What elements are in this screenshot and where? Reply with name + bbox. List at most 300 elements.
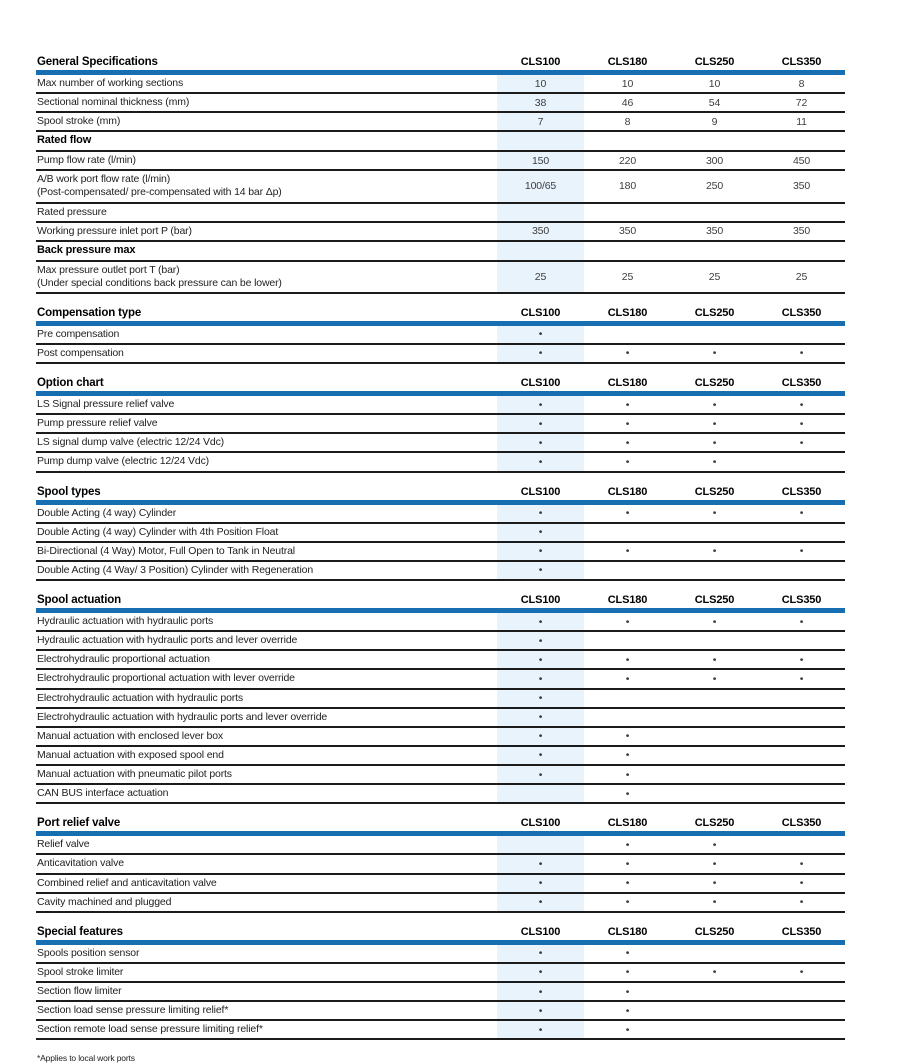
bullet-cell: •	[497, 963, 584, 982]
row-label: Post compensation	[37, 346, 124, 359]
row-label: Double Acting (4 way) Cylinder	[37, 506, 177, 519]
row-label-cell	[36, 834, 497, 855]
bullet-cell: •	[758, 854, 845, 873]
value-cell	[758, 834, 845, 855]
bullet-cell: •	[584, 765, 671, 784]
column-header-cls180: CLS180	[584, 486, 671, 503]
value-cell	[671, 765, 758, 784]
table-row	[36, 611, 845, 632]
bullet-cell: •	[497, 542, 584, 561]
row-label-cell	[36, 542, 497, 561]
column-header-cls100: CLS100	[497, 926, 584, 943]
value-cell: 9	[671, 112, 758, 131]
bullet-cell: •	[497, 433, 584, 452]
table-row	[36, 631, 845, 650]
row-label-cell	[36, 942, 497, 963]
row-label-cell	[36, 261, 497, 293]
row-label-cell	[36, 523, 497, 542]
row-label-cell	[36, 874, 497, 893]
row-label-cell	[36, 112, 497, 131]
header-row	[36, 486, 845, 503]
bullet-cell: •	[671, 344, 758, 363]
spec-table-compensation-type	[36, 307, 845, 364]
bullet-cell: •	[671, 452, 758, 471]
value-cell	[758, 746, 845, 765]
bullet-cell: •	[497, 708, 584, 727]
bullet-cell: •	[584, 746, 671, 765]
row-label-cell	[36, 502, 497, 523]
row-label: Spool stroke (mm)	[37, 115, 121, 128]
section-body	[36, 942, 845, 1039]
section-title: Option chart	[36, 377, 497, 394]
bullet-cell: •	[497, 727, 584, 746]
value-cell	[671, 561, 758, 580]
value-cell	[758, 561, 845, 580]
table-row	[36, 414, 845, 433]
row-label-cell	[36, 765, 497, 784]
row-label-cell	[36, 669, 497, 688]
bullet-cell: •	[497, 1001, 584, 1020]
bullet-cell: •	[671, 669, 758, 688]
value-cell: 8	[758, 73, 845, 94]
table-row	[36, 689, 845, 708]
table-row	[36, 669, 845, 688]
bullet-cell: •	[497, 746, 584, 765]
bullet-cell: •	[671, 542, 758, 561]
row-label: Spools position sensor	[37, 946, 140, 959]
table-row	[36, 942, 845, 963]
value-cell: 10	[671, 73, 758, 94]
column-header-cls350: CLS350	[758, 594, 845, 611]
row-label-cell	[36, 784, 497, 803]
bullet-cell: •	[584, 669, 671, 688]
value-cell: 72	[758, 93, 845, 112]
row-label-cell	[36, 73, 497, 94]
value-cell	[584, 241, 671, 261]
column-header-cls100: CLS100	[497, 56, 584, 73]
row-label: Electrohydraulic proportional actuation	[37, 653, 210, 666]
table-row	[36, 222, 845, 241]
bullet-cell: •	[497, 502, 584, 523]
bullet-cell: •	[497, 982, 584, 1001]
column-header-cls250: CLS250	[671, 377, 758, 394]
bullet-cell: •	[584, 854, 671, 873]
value-cell: 38	[497, 93, 584, 112]
value-cell	[671, 131, 758, 151]
bullet-cell: •	[671, 854, 758, 873]
table-row	[36, 151, 845, 170]
bullet-cell: •	[758, 611, 845, 632]
row-label: Rated flow	[37, 134, 92, 147]
row-label: LS Signal pressure relief valve	[37, 398, 175, 410]
bullet-cell: •	[671, 963, 758, 982]
bullet-cell: •	[584, 784, 671, 803]
table-row	[36, 542, 845, 561]
row-label-cell	[36, 561, 497, 580]
value-cell	[758, 131, 845, 151]
value-cell: 350	[584, 222, 671, 241]
bullet-cell: •	[497, 874, 584, 893]
footnote: *Applies to local work ports	[37, 1053, 135, 1063]
table-row	[36, 203, 845, 222]
bullet-cell: •	[671, 834, 758, 855]
bullet-cell: •	[497, 854, 584, 873]
value-cell: 10	[584, 73, 671, 94]
column-header-cls180: CLS180	[584, 307, 671, 324]
value-cell	[671, 746, 758, 765]
table-row	[36, 746, 845, 765]
column-header-cls180: CLS180	[584, 56, 671, 73]
table-row	[36, 170, 845, 202]
table-row	[36, 650, 845, 669]
header-row	[36, 594, 845, 611]
row-label: Pump flow rate (l/min)	[37, 154, 136, 167]
row-label-cell	[36, 131, 497, 151]
bullet-cell: •	[758, 433, 845, 452]
value-cell	[497, 203, 584, 222]
bullet-cell: •	[497, 561, 584, 580]
value-cell	[758, 942, 845, 963]
section-header	[36, 817, 845, 834]
row-label: Max number of working sections	[37, 77, 184, 89]
value-cell	[758, 323, 845, 344]
row-label: Manual actuation with pneumatic pilot ports	[37, 768, 232, 780]
bullet-cell: •	[584, 874, 671, 893]
value-cell	[758, 784, 845, 803]
row-label-cell	[36, 394, 497, 415]
value-cell	[497, 784, 584, 803]
table-row	[36, 452, 845, 471]
bullet-cell: •	[584, 963, 671, 982]
table-row	[36, 344, 845, 363]
section-title: Compensation type	[36, 307, 497, 324]
bullet-cell: •	[497, 942, 584, 963]
bullet-cell: •	[497, 323, 584, 344]
spec-table-general-specifications	[36, 56, 845, 294]
column-header-cls250: CLS250	[671, 817, 758, 834]
column-header-cls250: CLS250	[671, 926, 758, 943]
row-label-cell	[36, 854, 497, 873]
table-row	[36, 874, 845, 893]
column-header-cls350: CLS350	[758, 377, 845, 394]
value-cell	[497, 241, 584, 261]
bullet-cell: •	[497, 344, 584, 363]
value-cell: 350	[671, 222, 758, 241]
column-header-cls350: CLS350	[758, 926, 845, 943]
bullet-cell: •	[758, 414, 845, 433]
column-header-cls100: CLS100	[497, 307, 584, 324]
bullet-cell: •	[671, 414, 758, 433]
row-sublabel: (Post-compensated/ pre-compensated with 14 bar Δp)	[37, 186, 282, 199]
value-cell: 300	[671, 151, 758, 170]
table-row	[36, 834, 845, 855]
bullet-cell: •	[584, 414, 671, 433]
row-label: Back pressure max	[37, 243, 136, 256]
header-row	[36, 817, 845, 834]
value-cell	[758, 241, 845, 261]
spec-table-port-relief-valve	[36, 817, 845, 913]
value-cell: 8	[584, 112, 671, 131]
section-body	[36, 834, 845, 912]
column-header-cls250: CLS250	[671, 56, 758, 73]
row-label: Section flow limiter	[37, 985, 122, 997]
row-label-cell	[36, 727, 497, 746]
bullet-cell: •	[584, 344, 671, 363]
column-header-cls350: CLS350	[758, 307, 845, 324]
row-label-cell	[36, 452, 497, 471]
row-label: Section load sense pressure limiting relief*	[37, 1004, 229, 1017]
value-cell: 180	[584, 170, 671, 202]
table-row	[36, 854, 845, 873]
value-cell	[758, 523, 845, 542]
row-label-cell	[36, 151, 497, 170]
header-row	[36, 377, 845, 394]
row-label: Manual actuation with enclosed lever box	[37, 729, 224, 742]
bullet-cell: •	[497, 765, 584, 784]
spec-table-spool-actuation	[36, 594, 845, 804]
column-header-cls350: CLS350	[758, 56, 845, 73]
row-label-cell	[36, 93, 497, 112]
row-label: Combined relief and anticavitation valve	[37, 876, 217, 889]
bullet-cell: •	[671, 893, 758, 912]
table-row	[36, 982, 845, 1001]
value-cell	[671, 1001, 758, 1020]
bullet-cell: •	[584, 1001, 671, 1020]
bullet-cell: •	[758, 893, 845, 912]
row-label-cell	[36, 1020, 497, 1039]
table-row	[36, 261, 845, 293]
bullet-cell: •	[584, 834, 671, 855]
bullet-cell: •	[497, 611, 584, 632]
row-label-cell	[36, 414, 497, 433]
column-header-cls100: CLS100	[497, 486, 584, 503]
value-cell	[671, 982, 758, 1001]
section-title: General Specifications	[36, 56, 497, 73]
column-header-cls250: CLS250	[671, 594, 758, 611]
bullet-cell: •	[671, 394, 758, 415]
row-label: Pump dump valve (electric 12/24 Vdc)	[37, 455, 210, 468]
row-label: Section remote load sense pressure limiting relief*	[37, 1023, 263, 1036]
row-label: Electrohydraulic actuation with hydraulic ports	[37, 691, 243, 704]
column-header-cls250: CLS250	[671, 307, 758, 324]
row-label: Double Acting (4 Way/ 3 Position) Cylinder with Regeneration	[37, 563, 314, 576]
bullet-cell: •	[758, 542, 845, 561]
row-label-cell	[36, 323, 497, 344]
value-cell	[671, 708, 758, 727]
table-row	[36, 433, 845, 452]
column-header-cls180: CLS180	[584, 926, 671, 943]
table-row	[36, 323, 845, 344]
row-label-cell	[36, 203, 497, 222]
table-row	[36, 131, 845, 151]
row-label: A/B work port flow rate (l/min)	[37, 173, 171, 186]
value-cell	[758, 1001, 845, 1020]
column-header-cls180: CLS180	[584, 594, 671, 611]
section-body	[36, 394, 845, 472]
value-cell: 150	[497, 151, 584, 170]
table-row	[36, 784, 845, 803]
value-cell	[584, 203, 671, 222]
spec-table-special-features	[36, 926, 845, 1041]
table-row	[36, 708, 845, 727]
table-row	[36, 1001, 845, 1020]
row-label-cell	[36, 222, 497, 241]
value-cell	[758, 708, 845, 727]
bullet-cell: •	[497, 452, 584, 471]
row-label: Max pressure outlet port T (bar)	[37, 263, 180, 276]
row-label-cell	[36, 650, 497, 669]
bullet-cell: •	[584, 650, 671, 669]
bullet-cell: •	[671, 502, 758, 523]
row-label-cell	[36, 708, 497, 727]
row-label: Pre compensation	[37, 327, 120, 340]
section-header	[36, 377, 845, 394]
value-cell: 25	[584, 261, 671, 293]
row-label: Double Acting (4 way) Cylinder with 4th Position Float	[37, 525, 279, 538]
table-row	[36, 502, 845, 523]
bullet-cell: •	[584, 394, 671, 415]
section-title: Spool actuation	[36, 594, 497, 611]
value-cell	[671, 631, 758, 650]
bullet-cell: •	[497, 669, 584, 688]
value-cell	[671, 203, 758, 222]
row-label: Anticavitation valve	[37, 857, 124, 870]
column-header-cls100: CLS100	[497, 377, 584, 394]
value-cell	[758, 203, 845, 222]
bullet-cell: •	[584, 611, 671, 632]
column-header-cls350: CLS350	[758, 817, 845, 834]
row-label-cell	[36, 344, 497, 363]
section-header	[36, 594, 845, 611]
value-cell	[671, 942, 758, 963]
table-row	[36, 963, 845, 982]
value-cell	[671, 241, 758, 261]
column-header-cls180: CLS180	[584, 817, 671, 834]
spec-sections-container	[36, 56, 900, 1040]
column-header-cls100: CLS100	[497, 594, 584, 611]
row-label: Hydraulic actuation with hydraulic ports and lever override	[37, 634, 298, 647]
header-row	[36, 307, 845, 324]
table-row	[36, 112, 845, 131]
table-row	[36, 523, 845, 542]
table-row	[36, 394, 845, 415]
column-header-cls250: CLS250	[671, 486, 758, 503]
value-cell	[758, 452, 845, 471]
table-row	[36, 893, 845, 912]
row-label: Bi-Directional (4 Way) Motor, Full Open to Tank in Neutral	[37, 544, 295, 557]
value-cell	[758, 727, 845, 746]
value-cell: 46	[584, 93, 671, 112]
row-label: CAN BUS interface actuation	[37, 787, 169, 800]
section-header	[36, 307, 845, 324]
bullet-cell: •	[584, 542, 671, 561]
value-cell: 220	[584, 151, 671, 170]
value-cell	[584, 689, 671, 708]
bullet-cell: •	[497, 689, 584, 708]
value-cell: 25	[758, 261, 845, 293]
row-label: Spool stroke limiter	[37, 965, 124, 978]
bullet-cell: •	[584, 452, 671, 471]
row-label: Working pressure inlet port P (bar)	[37, 224, 192, 237]
section-header	[36, 926, 845, 943]
bullet-cell: •	[671, 433, 758, 452]
row-label-cell	[36, 982, 497, 1001]
header-row	[36, 56, 845, 73]
value-cell	[497, 834, 584, 855]
value-cell	[758, 982, 845, 1001]
bullet-cell: •	[584, 893, 671, 912]
section-title: Port relief valve	[36, 817, 497, 834]
value-cell: 10	[497, 73, 584, 94]
value-cell	[584, 708, 671, 727]
row-label: Pump pressure relief valve	[37, 417, 158, 430]
bullet-cell: •	[758, 963, 845, 982]
section-title: Special features	[36, 926, 497, 943]
table-row	[36, 241, 845, 261]
value-cell: 11	[758, 112, 845, 131]
section-header	[36, 486, 845, 503]
section-body	[36, 611, 845, 804]
bullet-cell: •	[497, 394, 584, 415]
bullet-cell: •	[584, 502, 671, 523]
table-row	[36, 73, 845, 94]
value-cell: 450	[758, 151, 845, 170]
value-cell	[671, 689, 758, 708]
value-cell: 100/65	[497, 170, 584, 202]
row-label-cell	[36, 241, 497, 261]
header-row	[36, 926, 845, 943]
row-label: Hydraulic actuation with hydraulic ports	[37, 615, 214, 627]
value-cell	[584, 523, 671, 542]
table-row	[36, 765, 845, 784]
value-cell	[758, 765, 845, 784]
row-label: Sectional nominal thickness (mm)	[37, 96, 190, 109]
table-row	[36, 727, 845, 746]
section-body	[36, 73, 845, 293]
value-cell	[671, 1020, 758, 1039]
bullet-cell: •	[671, 611, 758, 632]
table-row	[36, 561, 845, 580]
bullet-cell: •	[497, 631, 584, 650]
value-cell	[584, 131, 671, 151]
bullet-cell: •	[758, 344, 845, 363]
value-cell: 350	[758, 222, 845, 241]
row-sublabel: (Under special conditions back pressure can be lower)	[37, 276, 282, 289]
value-cell	[671, 523, 758, 542]
row-label-cell	[36, 746, 497, 765]
column-header-cls350: CLS350	[758, 486, 845, 503]
row-label-cell	[36, 893, 497, 912]
bullet-cell: •	[584, 1020, 671, 1039]
table-row	[36, 1020, 845, 1039]
bullet-cell: •	[584, 433, 671, 452]
bullet-cell: •	[758, 874, 845, 893]
value-cell	[758, 689, 845, 708]
value-cell: 350	[758, 170, 845, 202]
row-label-cell	[36, 611, 497, 632]
value-cell	[584, 323, 671, 344]
value-cell: 250	[671, 170, 758, 202]
row-label-cell	[36, 170, 497, 202]
value-cell: 25	[497, 261, 584, 293]
row-label: LS signal dump valve (electric 12/24 Vdc)	[37, 436, 225, 449]
bullet-cell: •	[584, 982, 671, 1001]
row-label-cell	[36, 433, 497, 452]
bullet-cell: •	[497, 414, 584, 433]
value-cell	[671, 784, 758, 803]
bullet-cell: •	[497, 523, 584, 542]
row-label-cell	[36, 1001, 497, 1020]
